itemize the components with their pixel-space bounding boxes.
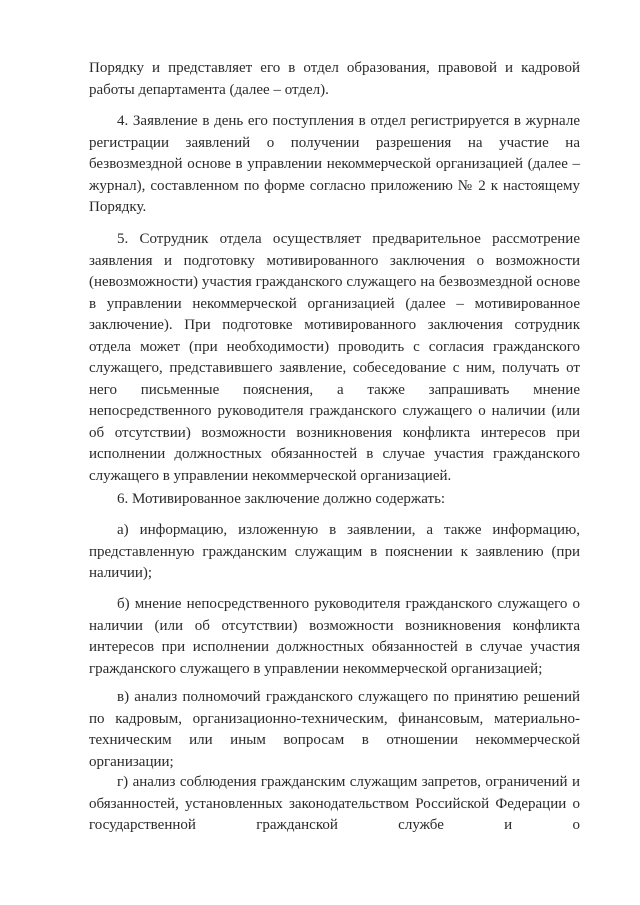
subitem-a: [89, 520, 580, 585]
paragraph-4: 4. Заявление в день его поступления в отдел регистрируется в журнале регистрации заявлений о получении разрешения на участие на безвозмездной основе в управлении некоммерческой организацией (далее – журнал), составленном по форме согласно приложению № 2 к настоящему Порядку.: [89, 113, 580, 215]
subitem-b: [89, 594, 580, 680]
paragraph-6: 6. Мотивированное заключение должно содержать:: [117, 491, 446, 507]
paragraph-continuation: [89, 58, 580, 101]
paragraph-6g: г) анализ соблюдения гражданским служащим запретов, ограничений и обязанностей, установленных законодательством Российской Федерации о государственной гражданской службе и о: [89, 774, 580, 833]
paragraph-item-5: [89, 229, 580, 487]
paragraph-1: Порядку и представляет его в отдел образования, правовой и кадровой работы департамента (далее – отдел).: [89, 60, 580, 98]
paragraph-5: 5. Сотрудник отдела осуществляет предварительное рассмотрение заявления и подготовку мотивированного заключения о возможности (невозможности) участия гражданского служащего на безвозмездной основе в управлении некоммерческой организацией (далее – мотивированное заключение). При подготовке мотивированного заключения сотрудник отдела может (при необходимости) проводить с согласия гражданского служащего, представившего заявление, собеседование с ним, получать от него письменные пояснения, а также запрашивать мнение непосредственного руководителя гражданского служащего о наличии (или об отсутствии) возможности возникновения конфликта интересов при исполнении должностных обязанностей в случае участия гражданского служащего в управлении некоммерческой организацией.: [89, 231, 580, 484]
subitem-v: [89, 687, 580, 773]
paragraph-6v: в) анализ полномочий гражданского служащего по принятию решений по кадровым, организационно-техническим, финансовым, материально-техническим или иным вопросам в отношении некоммерческой организации;: [89, 689, 580, 770]
subitem-g: [89, 772, 580, 837]
paragraph-item-6: [89, 489, 580, 511]
paragraph-item-4: [89, 111, 580, 219]
paragraph-6a: а) информацию, изложенную в заявлении, а также информацию, представленную гражданским служащим в пояснении к заявлению (при наличии);: [89, 522, 580, 581]
paragraph-6b: б) мнение непосредственного руководителя гражданского служащего о наличии (или об отсутствии) возможности возникновения конфликта интересов при исполнении должностных обязанностей в случае участия гражданского служащего в управлении некоммерческой организацией;: [89, 596, 580, 677]
